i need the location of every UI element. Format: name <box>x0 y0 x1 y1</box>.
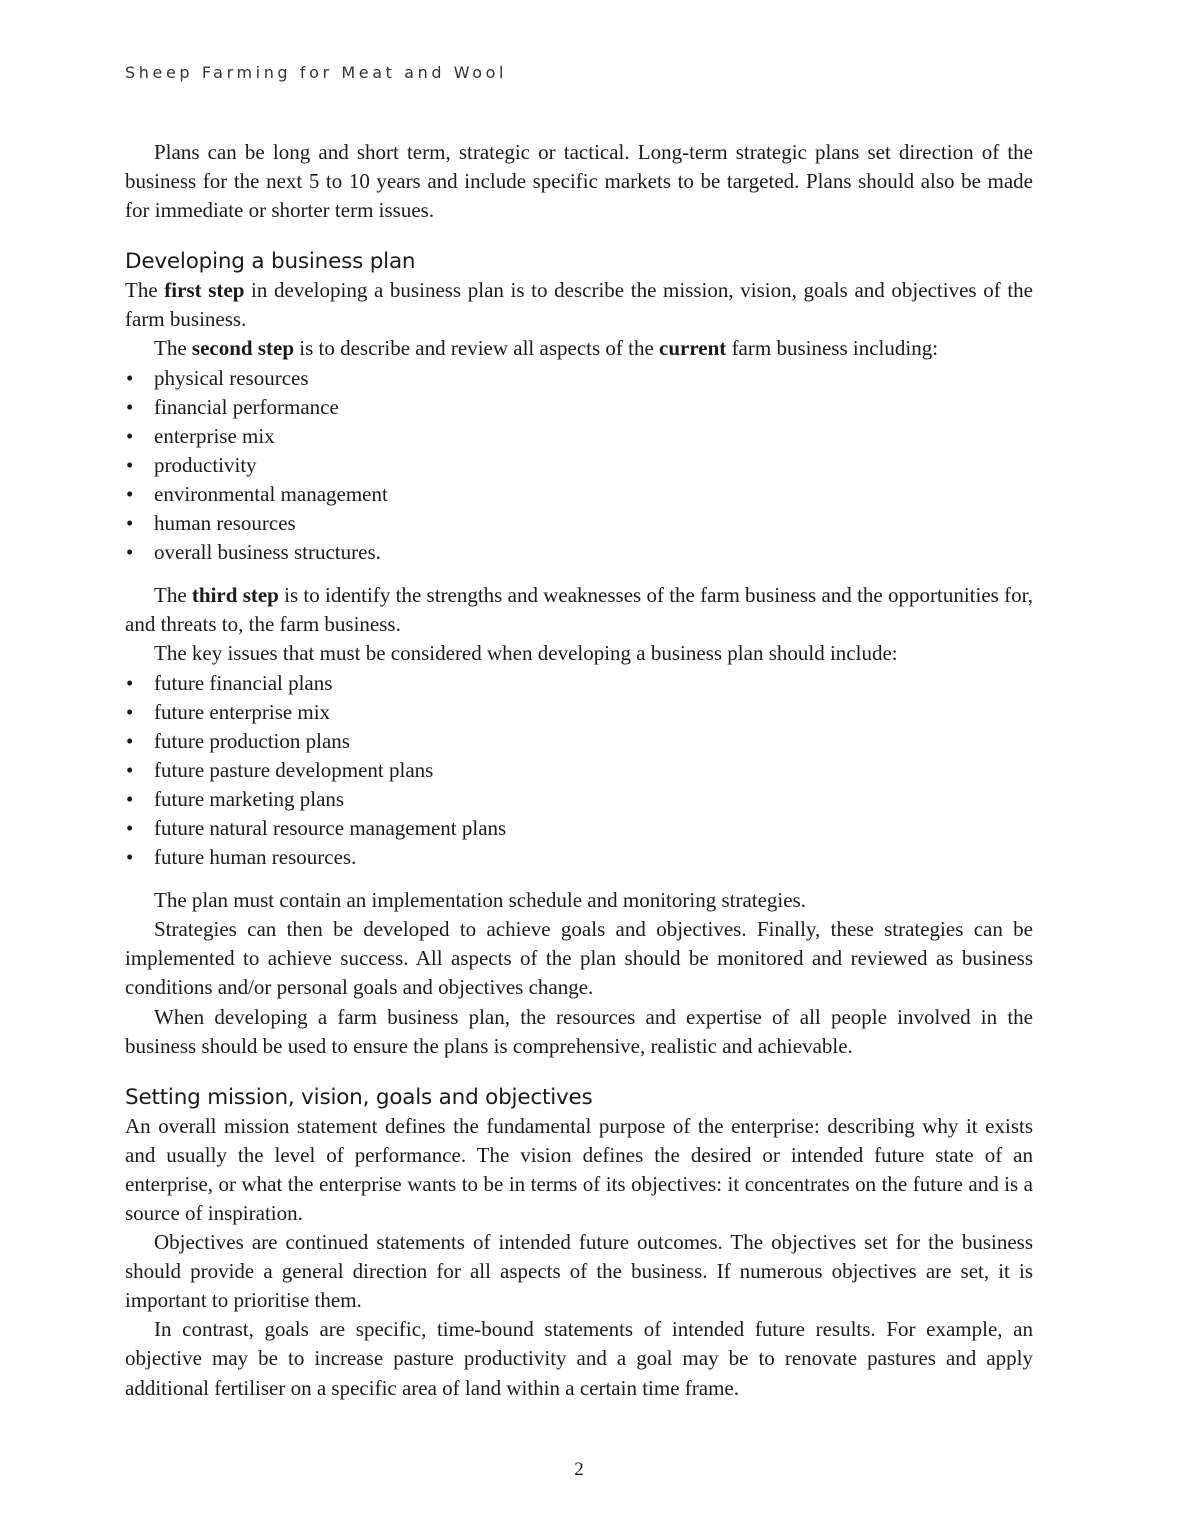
mission-paragraph: An overall mission statement defines the fundamental purpose of the enterprise: describing why it exists and usually the level of performance. The vision defines the desired or intended future state of an enterprise, or what the enterprise wants to be in terms of its objectives: it concentrates on the future and is a source of inspiration. <box>125 1113 1033 1225</box>
objectives-paragraph: Objectives are continued statements of intended future outcomes. The objectives set for the business should provide a general direction for all aspects of the business. If numerous objectives are set, it is important to prioritise them. <box>125 1230 1033 1313</box>
list-item: • environmental management <box>125 480 1033 509</box>
third-step-emphasis: third step <box>191 583 279 608</box>
list-item: • enterprise mix <box>125 422 1033 451</box>
intro-paragraph: Plans can be long and short term, strategic or tactical. Long-term strategic plans set direction of the business for the next 5 to 10 years and include specific markets to be targeted. Plans should also be made for immediate or shorter term issues. <box>125 140 1033 223</box>
list-item: • future pasture development plans <box>125 756 1033 785</box>
section-heading-business-plan: Developing a business plan <box>125 249 416 275</box>
goals-paragraph: In contrast, goals are specific, time-bound statements of intended future results. For example, an objective may be to increase pasture productivity and a goal may be to renovate pastures and apply additional fertiliser on a specific area of land within a certain time frame. <box>125 1317 1033 1400</box>
bullet-icon: • <box>126 757 134 782</box>
future-plans-list <box>125 669 1033 873</box>
bullet-icon: • <box>126 511 134 536</box>
key-issues-paragraph: The key issues that must be considered when developing a business plan should include: <box>154 641 898 666</box>
body-text <box>125 138 1033 1403</box>
section-heading-mission-vision: Setting mission, vision, goals and objectives <box>125 1084 593 1110</box>
list-item: • physical resources <box>125 364 1033 393</box>
bullet-icon: • <box>126 699 134 724</box>
bullet-icon: • <box>126 394 134 419</box>
page-number: 2 <box>574 1459 584 1480</box>
bullet-icon: • <box>126 452 134 477</box>
list-item: • future financial plans <box>125 669 1033 698</box>
implementation-paragraph: The plan must contain an implementation schedule and monitoring strategies. <box>154 888 807 913</box>
second-step-paragraph: The second step is to describe and review all aspects of the current farm business including: <box>154 336 939 361</box>
current-emphasis: current <box>659 336 727 361</box>
list-item: • overall business structures. <box>125 538 1033 567</box>
list-item: • human resources <box>125 509 1033 538</box>
bullet-icon: • <box>126 365 134 390</box>
list-item: • future human resources. <box>125 843 1033 872</box>
current-business-list <box>125 364 1033 568</box>
second-step-emphasis: second step <box>191 336 294 361</box>
bullet-icon: • <box>126 670 134 695</box>
first-step-emphasis: first step <box>164 278 245 303</box>
running-head: Sheep Farming for Meat and Wool <box>125 63 508 82</box>
bullet-icon: • <box>126 481 134 506</box>
third-step-paragraph: The third step is to identify the strengths and weaknesses of the farm business and the opportunities for, and threats to, the farm business. <box>125 583 1033 637</box>
first-step-paragraph: The first step in developing a business plan is to describe the mission, vision, goals and objectives of the farm business. <box>125 278 1033 332</box>
document-page <box>125 0 1033 1536</box>
list-item: • future marketing plans <box>125 785 1033 814</box>
bullet-icon: • <box>126 540 134 565</box>
strategies-paragraph: Strategies can then be developed to achieve goals and objectives. Finally, these strategies can be implemented to achieve success. All aspects of the plan should be monitored and reviewed as business conditions and/or personal goals and objectives change. <box>125 917 1033 1000</box>
list-item: • future enterprise mix <box>125 698 1033 727</box>
bullet-icon: • <box>126 728 134 753</box>
bullet-icon: • <box>126 845 134 870</box>
list-item: • financial performance <box>125 393 1033 422</box>
bullet-icon: • <box>126 786 134 811</box>
list-item: • productivity <box>125 451 1033 480</box>
list-item: • future production plans <box>125 727 1033 756</box>
bullet-icon: • <box>126 815 134 840</box>
bullet-icon: • <box>126 423 134 448</box>
resources-paragraph: When developing a farm business plan, the resources and expertise of all people involved in the business should be used to ensure the plans is comprehensive, realistic and achievable. <box>125 1004 1033 1058</box>
list-item: • future natural resource management plans <box>125 814 1033 843</box>
